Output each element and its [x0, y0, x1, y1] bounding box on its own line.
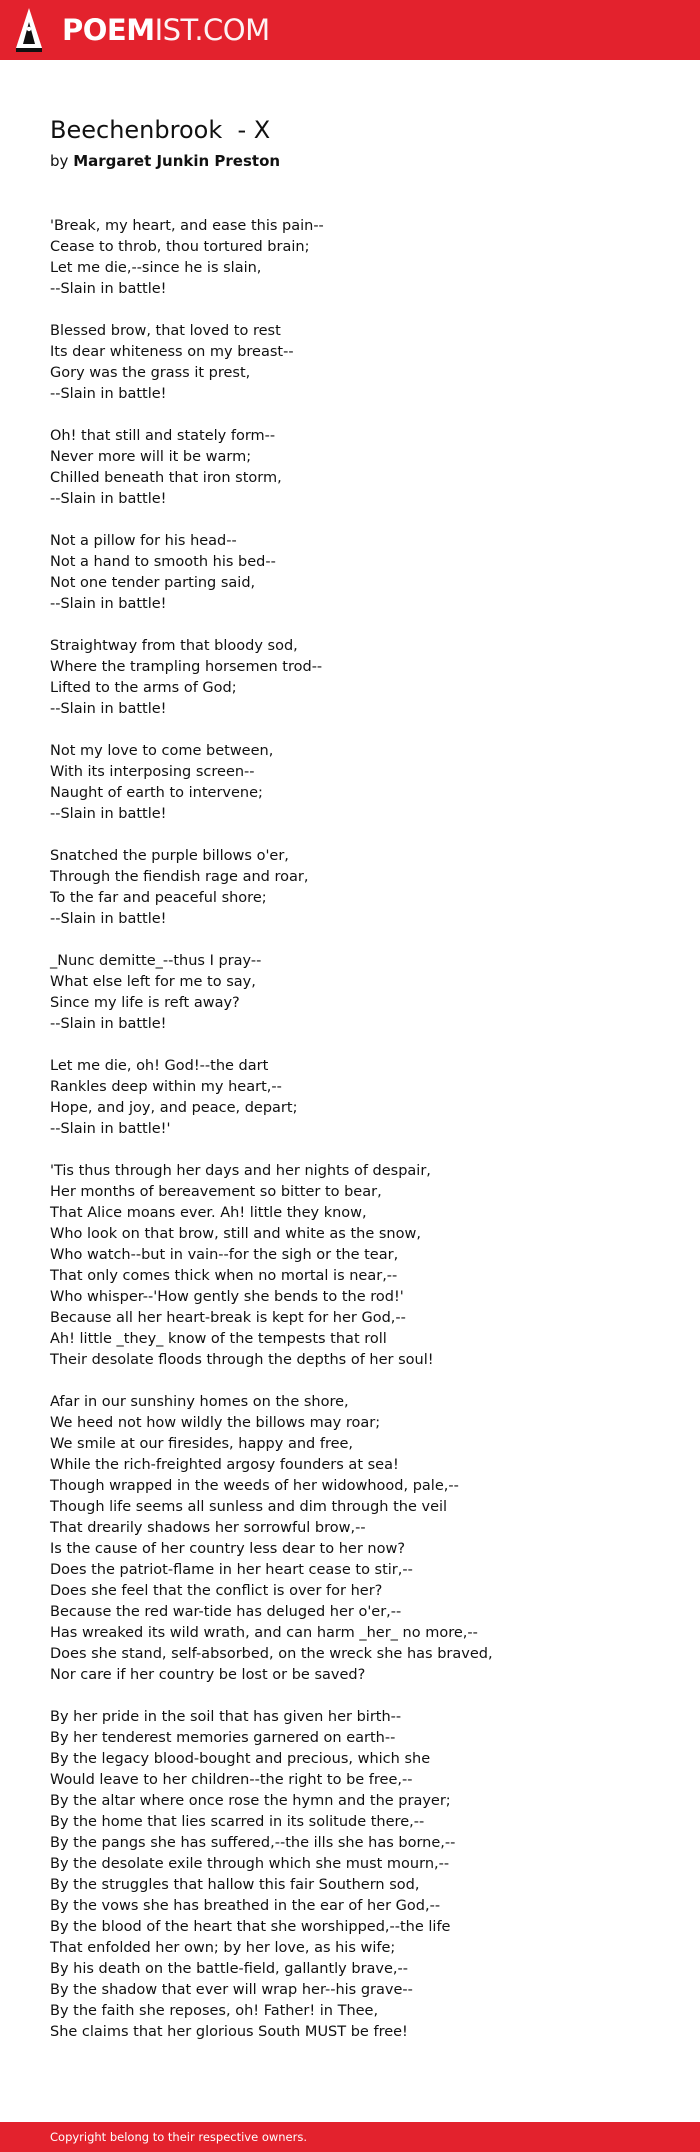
- logo-wordmark: [62, 13, 270, 47]
- poem-line: Who look on that brow, still and white as the snow,: [50, 1226, 421, 1242]
- copyright-text: Copyright belong to their respective owners.: [50, 2130, 308, 2144]
- site-footer: [0, 2122, 700, 2152]
- stanza: [50, 1707, 670, 2043]
- poem-line: By the legacy blood-bought and precious, which she: [50, 1751, 431, 1767]
- poem-line: --Slain in battle!: [50, 1016, 167, 1032]
- poem-line: Lifted to the arms of God;: [50, 680, 237, 696]
- stanza: [50, 531, 670, 615]
- poem-line: Because the red war-tide has deluged her o'er,--: [50, 1604, 402, 1620]
- poem-line: Not one tender parting said,: [50, 575, 256, 591]
- poem-title: Beechenbrook - X: [50, 116, 271, 144]
- poem-line: Straightway from that bloody sod,: [50, 638, 298, 654]
- poem-line: Her months of bereavement so bitter to bear,: [50, 1184, 382, 1200]
- author-name[interactable]: Margaret Junkin Preston: [73, 152, 281, 170]
- poem-line: Rankles deep within my heart,--: [50, 1079, 282, 1095]
- poem-line: By the struggles that hallow this fair Southern sod,: [50, 1877, 420, 1893]
- poem-line: _Nunc demitte_--thus I pray--: [50, 953, 262, 969]
- poem-line: That Alice moans ever. Ah! little they know,: [50, 1205, 367, 1221]
- poem-line: Not my love to come between,: [50, 743, 274, 759]
- poem-line: By his death on the battle-field, gallantly brave,--: [50, 1961, 408, 1977]
- poem-line: That enfolded her own; by her love, as his wife;: [50, 1940, 396, 1956]
- poem-line: Has wreaked its wild wrath, and can harm _her_ no more,--: [50, 1625, 478, 1641]
- poem-line: Would leave to her children--the right to be free,--: [50, 1772, 413, 1788]
- poem-line: Hope, and joy, and peace, depart;: [50, 1100, 298, 1116]
- poem-line: Does the patriot-flame in her heart cease to stir,--: [50, 1562, 413, 1578]
- poem-line: She claims that her glorious South MUST be free!: [50, 2024, 408, 2040]
- poem-line: --Slain in battle!: [50, 701, 167, 717]
- poem-line: By her tenderest memories garnered on earth--: [50, 1730, 396, 1746]
- poem-line: Nor care if her country be lost or be saved?: [50, 1667, 366, 1683]
- logo-bold-text: POEM: [62, 13, 155, 47]
- poem-line: Not a hand to smooth his bed--: [50, 554, 276, 570]
- poem-line: --Slain in battle!: [50, 911, 167, 927]
- poem-line: By the shadow that ever will wrap her--his grave--: [50, 1982, 413, 1998]
- poem-line: --Slain in battle!: [50, 281, 167, 297]
- poem-line: Since my life is reft away?: [50, 995, 240, 1011]
- stanza: [50, 636, 670, 720]
- poem-content: [50, 112, 670, 2064]
- poem-line: With its interposing screen--: [50, 764, 255, 780]
- stanza: [50, 1392, 670, 1686]
- poem-line: That drearily shadows her sorrowful brow,--: [50, 1520, 366, 1536]
- stanza: [50, 321, 670, 405]
- poem-line: Is the cause of her country less dear to her now?: [50, 1541, 406, 1557]
- poem-line: Their desolate floods through the depths of her soul!: [50, 1352, 434, 1368]
- poem-line: To the far and peaceful shore;: [50, 890, 267, 906]
- poem-line: --Slain in battle!: [50, 596, 167, 612]
- byline-prefix: by: [50, 152, 69, 170]
- poem-line: By the pangs she has suffered,--the ills she has borne,--: [50, 1835, 456, 1851]
- poem-line: Naught of earth to intervene;: [50, 785, 263, 801]
- poem-line: Its dear whiteness on my breast--: [50, 344, 294, 360]
- poem-line: Blessed brow, that loved to rest: [50, 323, 281, 339]
- poem-line: Not a pillow for his head--: [50, 533, 237, 549]
- poem-line: --Slain in battle!: [50, 491, 167, 507]
- stanza: [50, 1056, 670, 1140]
- poem-line: --Slain in battle!: [50, 386, 167, 402]
- poem-line: Where the trampling horsemen trod--: [50, 659, 323, 675]
- poem-line: Oh! that still and stately form--: [50, 428, 276, 444]
- poem-line: Let me die, oh! God!--the dart: [50, 1058, 269, 1074]
- poem-line: Though life seems all sunless and dim through the veil: [50, 1499, 448, 1515]
- poem-line: By the faith she reposes, oh! Father! in Thee,: [50, 2003, 379, 2019]
- poem-body: [50, 216, 670, 2043]
- stanza: [50, 1161, 670, 1371]
- poem-line: Chilled beneath that iron storm,: [50, 470, 282, 486]
- poem-line: We smile at our firesides, happy and free,: [50, 1436, 354, 1452]
- stanza: [50, 216, 670, 300]
- poem-line: Does she stand, self-absorbed, on the wreck she has braved,: [50, 1646, 493, 1662]
- poem-line: 'Tis thus through her days and her nights of despair,: [50, 1163, 431, 1179]
- poem-line: --Slain in battle!': [50, 1121, 171, 1137]
- poem-line: We heed not how wildly the billows may roar;: [50, 1415, 381, 1431]
- poem-line: By the altar where once rose the hymn and the prayer;: [50, 1793, 451, 1809]
- poem-line: What else left for me to say,: [50, 974, 256, 990]
- poem-line: Who whisper--'How gently she bends to the rod!': [50, 1289, 404, 1305]
- stanza: [50, 846, 670, 930]
- site-header: [0, 0, 700, 60]
- poem-line: 'Break, my heart, and ease this pain--: [50, 218, 324, 234]
- stanza: [50, 741, 670, 825]
- poem-line: By the home that lies scarred in its solitude there,--: [50, 1814, 425, 1830]
- pen-nib-icon: [14, 6, 44, 54]
- poem-line: Because all her heart-break is kept for her God,--: [50, 1310, 406, 1326]
- poem-line: By the blood of the heart that she worshipped,--the life: [50, 1919, 451, 1935]
- poem-line: Though wrapped in the weeds of her widowhood, pale,--: [50, 1478, 459, 1494]
- logo-light-text: IST.COM: [154, 13, 270, 47]
- poem-line: --Slain in battle!: [50, 806, 167, 822]
- poem-line: Gory was the grass it prest,: [50, 365, 251, 381]
- stanza: [50, 951, 670, 1035]
- poem-line: Cease to throb, thou tortured brain;: [50, 239, 310, 255]
- poem-line: By her pride in the soil that has given her birth--: [50, 1709, 402, 1725]
- poem-line: Let me die,--since he is slain,: [50, 260, 262, 276]
- poem-line: Never more will it be warm;: [50, 449, 252, 465]
- poem-line: Snatched the purple billows o'er,: [50, 848, 289, 864]
- poem-line: Through the fiendish rage and roar,: [50, 869, 309, 885]
- poem-line: Does she feel that the conflict is over for her?: [50, 1583, 383, 1599]
- poem-line: By the vows she has breathed in the ear of her God,--: [50, 1898, 441, 1914]
- poem-line: That only comes thick when no mortal is near,--: [50, 1268, 398, 1284]
- poem-byline: [50, 148, 670, 174]
- stanza: [50, 426, 670, 510]
- poem-line: Who watch--but in vain--for the sigh or the tear,: [50, 1247, 399, 1263]
- poem-line: While the rich-freighted argosy founders at sea!: [50, 1457, 399, 1473]
- poem-line: Ah! little _they_ know of the tempests that roll: [50, 1331, 387, 1347]
- poem-line: By the desolate exile through which she must mourn,--: [50, 1856, 450, 1872]
- poem-line: Afar in our sunshiny homes on the shore,: [50, 1394, 349, 1410]
- site-logo[interactable]: [14, 0, 270, 60]
